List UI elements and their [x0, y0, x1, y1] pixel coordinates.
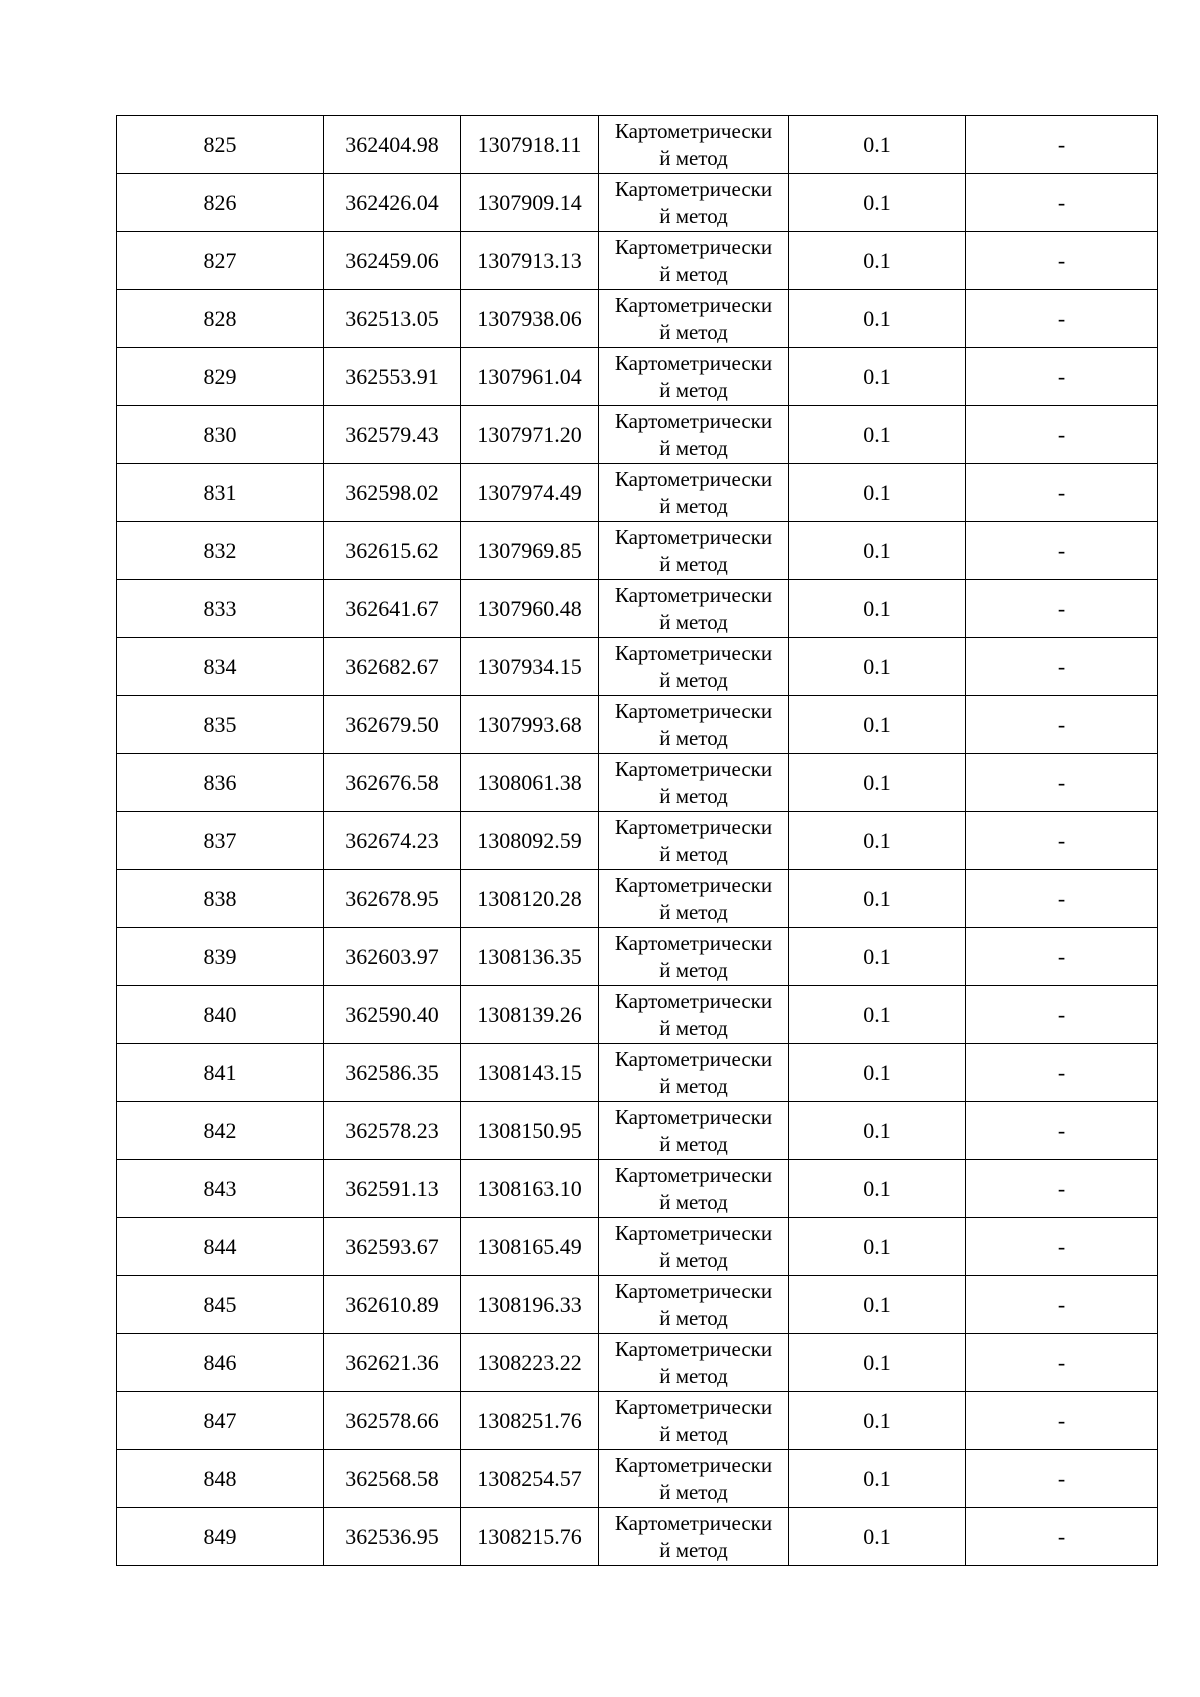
table-row [117, 1044, 1158, 1102]
method-text-line1: Картометрически [614, 1336, 773, 1361]
x-coordinate-cell: 362674.23 [324, 812, 461, 870]
method-text-line2: й метод [659, 1189, 728, 1214]
point-number-cell: 842 [117, 1102, 324, 1160]
point-number-cell: 827 [117, 232, 324, 290]
y-coordinate-cell: 1308092.59 [461, 812, 599, 870]
accuracy-cell: 0.1 [789, 1044, 966, 1102]
y-coordinate-cell: 1307913.13 [461, 232, 599, 290]
method-cell [599, 174, 789, 232]
y-coordinate-cell: 1308136.35 [461, 928, 599, 986]
x-coordinate-cell: 362404.98 [324, 116, 461, 174]
note-cell: - [966, 870, 1158, 928]
method-text-line2: й метод [659, 1247, 728, 1272]
method-text-line1: Картометрически [614, 118, 773, 143]
method-text-line2: й метод [659, 1537, 728, 1562]
y-coordinate-cell: 1307961.04 [461, 348, 599, 406]
accuracy-cell: 0.1 [789, 696, 966, 754]
x-coordinate-cell: 362513.05 [324, 290, 461, 348]
note-cell: - [966, 812, 1158, 870]
x-coordinate-cell: 362591.13 [324, 1160, 461, 1218]
note-cell: - [966, 1218, 1158, 1276]
table-row [117, 1392, 1158, 1450]
point-number-cell: 831 [117, 464, 324, 522]
note-cell: - [966, 638, 1158, 696]
coordinates-table [116, 115, 1158, 1566]
x-coordinate-cell: 362641.67 [324, 580, 461, 638]
method-text-line2: й метод [659, 435, 728, 460]
x-coordinate-cell: 362610.89 [324, 1276, 461, 1334]
x-coordinate-cell: 362603.97 [324, 928, 461, 986]
x-coordinate-cell: 362593.67 [324, 1218, 461, 1276]
table-row [117, 870, 1158, 928]
method-cell [599, 986, 789, 1044]
table-row [117, 406, 1158, 464]
table-row [117, 1276, 1158, 1334]
method-text-line2: й метод [659, 551, 728, 576]
accuracy-cell: 0.1 [789, 290, 966, 348]
point-number-cell: 838 [117, 870, 324, 928]
method-cell [599, 696, 789, 754]
method-text-line1: Картометрически [614, 988, 773, 1013]
note-cell: - [966, 1392, 1158, 1450]
table-row [117, 174, 1158, 232]
method-cell [599, 1044, 789, 1102]
note-cell: - [966, 464, 1158, 522]
point-number-cell: 829 [117, 348, 324, 406]
note-cell: - [966, 1508, 1158, 1566]
accuracy-cell: 0.1 [789, 522, 966, 580]
point-number-cell: 833 [117, 580, 324, 638]
method-cell [599, 232, 789, 290]
note-cell: - [966, 116, 1158, 174]
accuracy-cell: 0.1 [789, 116, 966, 174]
note-cell: - [966, 580, 1158, 638]
method-text-line1: Картометрически [614, 1162, 773, 1187]
method-cell [599, 1218, 789, 1276]
note-cell: - [966, 1160, 1158, 1218]
x-coordinate-cell: 362615.62 [324, 522, 461, 580]
method-text-line2: й метод [659, 1363, 728, 1388]
y-coordinate-cell: 1307969.85 [461, 522, 599, 580]
method-text-line2: й метод [659, 377, 728, 402]
method-text-line1: Картометрически [614, 1452, 773, 1477]
accuracy-cell: 0.1 [789, 812, 966, 870]
method-text-line1: Картометрически [614, 176, 773, 201]
method-cell [599, 406, 789, 464]
point-number-cell: 844 [117, 1218, 324, 1276]
accuracy-cell: 0.1 [789, 928, 966, 986]
point-number-cell: 840 [117, 986, 324, 1044]
x-coordinate-cell: 362586.35 [324, 1044, 461, 1102]
x-coordinate-cell: 362426.04 [324, 174, 461, 232]
y-coordinate-cell: 1307909.14 [461, 174, 599, 232]
method-cell [599, 348, 789, 406]
point-number-cell: 835 [117, 696, 324, 754]
method-text-line1: Картометрически [614, 698, 773, 723]
y-coordinate-cell: 1308139.26 [461, 986, 599, 1044]
y-coordinate-cell: 1308120.28 [461, 870, 599, 928]
method-cell [599, 1276, 789, 1334]
method-text-line1: Картометрически [614, 814, 773, 839]
method-cell [599, 1392, 789, 1450]
method-text-line2: й метод [659, 899, 728, 924]
method-text-line1: Картометрически [614, 1046, 773, 1071]
method-text-line2: й метод [659, 725, 728, 750]
method-cell [599, 754, 789, 812]
method-text-line2: й метод [659, 957, 728, 982]
table-row [117, 928, 1158, 986]
x-coordinate-cell: 362590.40 [324, 986, 461, 1044]
method-text-line1: Картометрически [614, 408, 773, 433]
y-coordinate-cell: 1308163.10 [461, 1160, 599, 1218]
x-coordinate-cell: 362553.91 [324, 348, 461, 406]
accuracy-cell: 0.1 [789, 580, 966, 638]
point-number-cell: 837 [117, 812, 324, 870]
x-coordinate-cell: 362536.95 [324, 1508, 461, 1566]
point-number-cell: 825 [117, 116, 324, 174]
point-number-cell: 848 [117, 1450, 324, 1508]
table-row [117, 116, 1158, 174]
method-text-line1: Картометрически [614, 1510, 773, 1535]
x-coordinate-cell: 362678.95 [324, 870, 461, 928]
point-number-cell: 846 [117, 1334, 324, 1392]
x-coordinate-cell: 362676.58 [324, 754, 461, 812]
y-coordinate-cell: 1308223.22 [461, 1334, 599, 1392]
y-coordinate-cell: 1308196.33 [461, 1276, 599, 1334]
y-coordinate-cell: 1308254.57 [461, 1450, 599, 1508]
accuracy-cell: 0.1 [789, 406, 966, 464]
accuracy-cell: 0.1 [789, 638, 966, 696]
note-cell: - [966, 232, 1158, 290]
method-text-line1: Картометрически [614, 1394, 773, 1419]
table-row [117, 1508, 1158, 1566]
method-text-line2: й метод [659, 1073, 728, 1098]
y-coordinate-cell: 1307938.06 [461, 290, 599, 348]
table-row [117, 464, 1158, 522]
method-text-line1: Картометрически [614, 466, 773, 491]
table-row [117, 580, 1158, 638]
method-text-line1: Картометрически [614, 640, 773, 665]
note-cell: - [966, 406, 1158, 464]
table-row [117, 1218, 1158, 1276]
method-cell [599, 870, 789, 928]
method-text-line2: й метод [659, 1015, 728, 1040]
table-row [117, 696, 1158, 754]
point-number-cell: 834 [117, 638, 324, 696]
note-cell: - [966, 1450, 1158, 1508]
method-text-line2: й метод [659, 261, 728, 286]
method-cell [599, 812, 789, 870]
point-number-cell: 849 [117, 1508, 324, 1566]
method-text-line2: й метод [659, 493, 728, 518]
method-text-line2: й метод [659, 1479, 728, 1504]
method-cell [599, 116, 789, 174]
accuracy-cell: 0.1 [789, 1276, 966, 1334]
table-row [117, 986, 1158, 1044]
method-text-line1: Картометрически [614, 872, 773, 897]
coordinates-table-body [117, 116, 1158, 1566]
method-cell [599, 638, 789, 696]
accuracy-cell: 0.1 [789, 870, 966, 928]
accuracy-cell: 0.1 [789, 464, 966, 522]
method-text-line1: Картометрически [614, 756, 773, 781]
method-text-line1: Картометрически [614, 1278, 773, 1303]
y-coordinate-cell: 1307918.11 [461, 116, 599, 174]
method-cell [599, 464, 789, 522]
method-text-line2: й метод [659, 841, 728, 866]
accuracy-cell: 0.1 [789, 1508, 966, 1566]
method-text-line1: Картометрически [614, 234, 773, 259]
note-cell: - [966, 1102, 1158, 1160]
note-cell: - [966, 928, 1158, 986]
method-text-line2: й метод [659, 1421, 728, 1446]
accuracy-cell: 0.1 [789, 1218, 966, 1276]
method-text-line2: й метод [659, 203, 728, 228]
accuracy-cell: 0.1 [789, 754, 966, 812]
table-row [117, 638, 1158, 696]
accuracy-cell: 0.1 [789, 348, 966, 406]
point-number-cell: 836 [117, 754, 324, 812]
y-coordinate-cell: 1307960.48 [461, 580, 599, 638]
accuracy-cell: 0.1 [789, 232, 966, 290]
method-text-line2: й метод [659, 145, 728, 170]
point-number-cell: 832 [117, 522, 324, 580]
method-text-line1: Картометрически [614, 1104, 773, 1129]
method-text-line2: й метод [659, 783, 728, 808]
method-cell [599, 290, 789, 348]
point-number-cell: 841 [117, 1044, 324, 1102]
method-text-line2: й метод [659, 667, 728, 692]
x-coordinate-cell: 362568.58 [324, 1450, 461, 1508]
point-number-cell: 843 [117, 1160, 324, 1218]
method-text-line1: Картометрически [614, 524, 773, 549]
table-row [117, 1160, 1158, 1218]
accuracy-cell: 0.1 [789, 174, 966, 232]
table-row [117, 1334, 1158, 1392]
x-coordinate-cell: 362578.23 [324, 1102, 461, 1160]
y-coordinate-cell: 1308143.15 [461, 1044, 599, 1102]
method-cell [599, 1508, 789, 1566]
table-row [117, 232, 1158, 290]
x-coordinate-cell: 362679.50 [324, 696, 461, 754]
table-row [117, 522, 1158, 580]
method-text-line1: Картометрически [614, 1220, 773, 1245]
point-number-cell: 839 [117, 928, 324, 986]
method-text-line2: й метод [659, 1131, 728, 1156]
method-text-line1: Картометрически [614, 582, 773, 607]
x-coordinate-cell: 362621.36 [324, 1334, 461, 1392]
y-coordinate-cell: 1308150.95 [461, 1102, 599, 1160]
x-coordinate-cell: 362598.02 [324, 464, 461, 522]
table-row [117, 1102, 1158, 1160]
note-cell: - [966, 522, 1158, 580]
x-coordinate-cell: 362578.66 [324, 1392, 461, 1450]
note-cell: - [966, 1276, 1158, 1334]
y-coordinate-cell: 1308061.38 [461, 754, 599, 812]
table-row [117, 754, 1158, 812]
accuracy-cell: 0.1 [789, 1102, 966, 1160]
method-cell [599, 928, 789, 986]
method-text-line2: й метод [659, 609, 728, 634]
method-cell [599, 1450, 789, 1508]
y-coordinate-cell: 1307974.49 [461, 464, 599, 522]
point-number-cell: 826 [117, 174, 324, 232]
table-row [117, 348, 1158, 406]
method-text-line1: Картометрически [614, 292, 773, 317]
note-cell: - [966, 174, 1158, 232]
accuracy-cell: 0.1 [789, 1160, 966, 1218]
y-coordinate-cell: 1308215.76 [461, 1508, 599, 1566]
note-cell: - [966, 1334, 1158, 1392]
x-coordinate-cell: 362682.67 [324, 638, 461, 696]
accuracy-cell: 0.1 [789, 1334, 966, 1392]
method-cell [599, 1102, 789, 1160]
x-coordinate-cell: 362579.43 [324, 406, 461, 464]
accuracy-cell: 0.1 [789, 1392, 966, 1450]
table-row [117, 812, 1158, 870]
note-cell: - [966, 696, 1158, 754]
point-number-cell: 830 [117, 406, 324, 464]
note-cell: - [966, 290, 1158, 348]
y-coordinate-cell: 1308165.49 [461, 1218, 599, 1276]
method-cell [599, 580, 789, 638]
x-coordinate-cell: 362459.06 [324, 232, 461, 290]
point-number-cell: 845 [117, 1276, 324, 1334]
y-coordinate-cell: 1307971.20 [461, 406, 599, 464]
point-number-cell: 847 [117, 1392, 324, 1450]
y-coordinate-cell: 1307934.15 [461, 638, 599, 696]
method-text-line2: й метод [659, 319, 728, 344]
note-cell: - [966, 754, 1158, 812]
table-row [117, 290, 1158, 348]
point-number-cell: 828 [117, 290, 324, 348]
note-cell: - [966, 348, 1158, 406]
method-cell [599, 1160, 789, 1218]
y-coordinate-cell: 1307993.68 [461, 696, 599, 754]
method-cell [599, 522, 789, 580]
method-text-line1: Картометрически [614, 930, 773, 955]
note-cell: - [966, 986, 1158, 1044]
note-cell: - [966, 1044, 1158, 1102]
method-text-line2: й метод [659, 1305, 728, 1330]
accuracy-cell: 0.1 [789, 1450, 966, 1508]
method-cell [599, 1334, 789, 1392]
y-coordinate-cell: 1308251.76 [461, 1392, 599, 1450]
accuracy-cell: 0.1 [789, 986, 966, 1044]
table-row [117, 1450, 1158, 1508]
method-text-line1: Картометрически [614, 350, 773, 375]
